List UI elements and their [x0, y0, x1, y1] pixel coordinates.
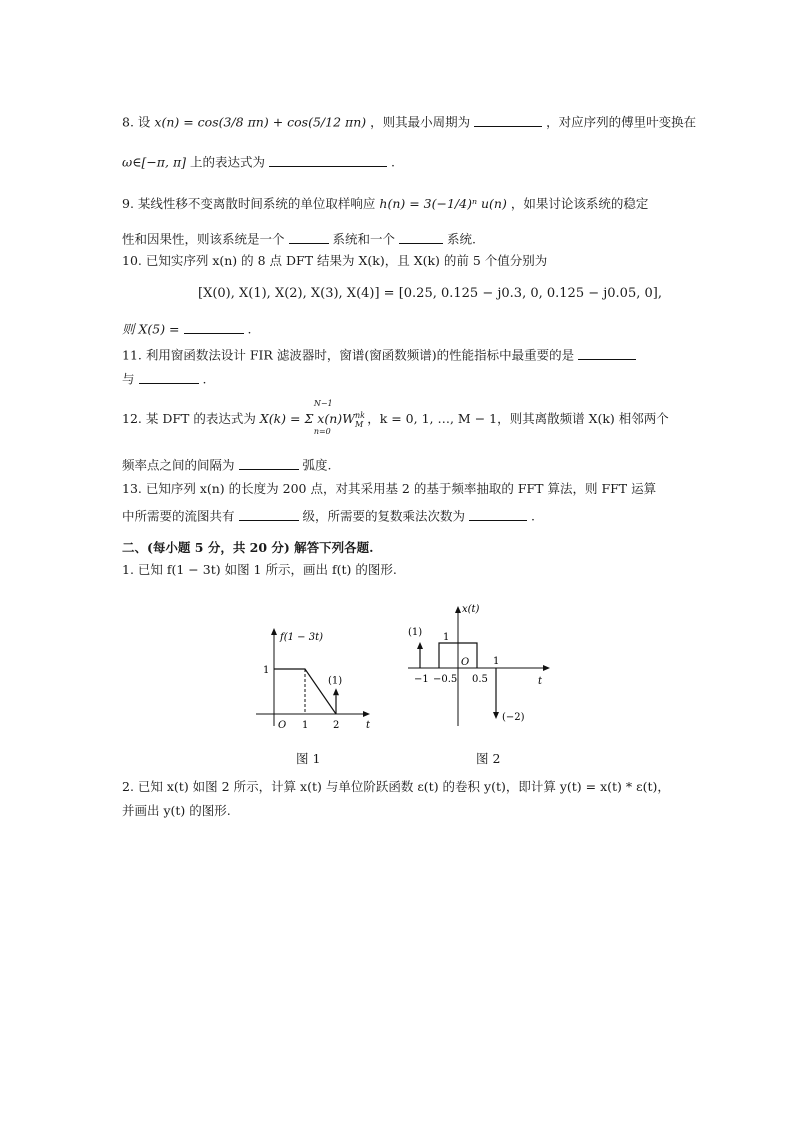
q11-blank-2[interactable] — [139, 370, 199, 384]
q12-sum-lower: n=0 — [313, 427, 331, 437]
q11-and: 与 — [122, 371, 135, 387]
q9-text-c: 系统. — [446, 231, 476, 247]
fig1-impulse-label: (1) — [328, 675, 343, 687]
q12-line1 — [122, 399, 669, 445]
q9-blank-2[interactable] — [399, 230, 443, 244]
q12-text-b: 弧度. — [302, 457, 332, 473]
q9-line1 — [122, 196, 648, 211]
q13-text-a: 中所需要的流图共有 — [122, 508, 235, 524]
figure-1-caption: 图 1 — [296, 751, 321, 766]
q13-stages-blank[interactable] — [239, 507, 299, 521]
q8-omega-range: ω∈[−π, π] — [122, 154, 187, 170]
q12-blank[interactable] — [239, 456, 299, 470]
q9-text-b: 系统和一个 — [332, 231, 395, 247]
q9-prefix: 9. 某线性移不变离散时间系统的单位取样响应 — [122, 196, 376, 211]
fig1-x-arrow — [363, 711, 370, 717]
q12-text-a: 频率点之间的间隔为 — [122, 457, 235, 473]
section2-problem2-line1: 2. 已知 x(t) 如图 2 所示，计算 x(t) 与单位阶跃函数 ε(t) 的卷积 y(t)，即计算 y(t) = x(t) * ε(t)， — [122, 779, 670, 794]
q8-prefix: 8. 设 — [122, 114, 151, 130]
q10-x5-blank[interactable] — [184, 320, 244, 334]
q9-text-a: 性和因果性，则该系统是一个 — [122, 231, 285, 247]
q8-line2 — [122, 153, 395, 170]
fig1-origin: O — [278, 720, 287, 730]
fig1-tick-1: 1 — [302, 720, 309, 730]
fig1-impulse-arrow — [333, 688, 339, 695]
q10-x5-label: 则 X(5) = — [122, 321, 180, 337]
fig1-tick-2: 2 — [333, 720, 340, 730]
q8-period-blank[interactable] — [474, 113, 542, 127]
q12-w-sup: nk — [355, 411, 365, 420]
q12-sum-upper: N−1 — [313, 399, 333, 409]
fig2-origin: O — [461, 657, 470, 668]
fig2-impulse-positive-arrow — [417, 642, 423, 649]
fig2-tick-1: 1 — [493, 656, 500, 667]
q12-line2 — [122, 456, 331, 473]
fig2-impulse-negative-arrow — [493, 712, 499, 719]
q12-prefix: 12. 某 DFT 的表达式为 — [122, 411, 256, 427]
q8-post-text: ，对应序列的傅里叶变换在 — [546, 114, 697, 130]
q13-mult-blank[interactable] — [469, 507, 527, 521]
figure-2-caption: 图 2 — [476, 751, 501, 766]
q9-line2 — [122, 230, 476, 247]
section2-title: 二、(每小题 5 分，共 20 分) 解答下列各题. — [122, 540, 374, 555]
q10-line1: 10. 已知实序列 x(n) 的 8 点 DFT 结果为 X(k)，且 X(k) 的前 5 个值分别为 — [122, 253, 548, 268]
fig2-y-arrow — [455, 606, 461, 613]
q13-text-b: 级，所需要的复数乘法次数为 — [302, 508, 465, 524]
q12-expression — [259, 399, 367, 437]
q10-equation: [X(0), X(1), X(2), X(3), X(4)] = [0.25, 0.125 − j0.3, 0, 0.125 − j0.05, 0], — [198, 286, 662, 301]
fig1-xlabel: t — [366, 720, 371, 730]
fig2-level-label: 1 — [443, 632, 450, 643]
q11-line2 — [122, 370, 206, 387]
fig2-tick-05: 0.5 — [472, 674, 488, 685]
q12-w-sub: M — [355, 419, 364, 429]
q10-line3 — [122, 320, 251, 337]
q12-expr-text: X(k) = Σ x(n)W — [259, 411, 355, 427]
figure-1 — [240, 620, 380, 730]
fig2-tick-minus05: −0.5 — [433, 674, 458, 685]
fig2-tick-minus1: −1 — [414, 674, 429, 685]
q11-blank-1[interactable] — [578, 346, 636, 360]
q8-period-end: . — [391, 154, 396, 170]
fig2-impulse-positive-label: (1) — [408, 627, 423, 638]
q10-period-end: . — [247, 321, 252, 337]
section2-problem2-line2: 并画出 y(t) 的图形. — [122, 803, 231, 818]
fig1-level-label: 1 — [263, 665, 270, 676]
q9-post-text: ，如果讨论该系统的稳定 — [510, 196, 649, 211]
q8-line1 — [122, 113, 696, 130]
q8-dtft-blank[interactable] — [269, 153, 387, 167]
q13-line2 — [122, 507, 535, 524]
q8-expr-text: 上的表达式为 — [190, 154, 266, 170]
q11-line1 — [122, 346, 636, 363]
section2-problem1: 1. 已知 f(1 − 3t) 如图 1 所示，画出 f(t) 的图形. — [122, 562, 397, 577]
fig1-ylabel: f(1 − 3t) — [280, 632, 323, 643]
q9-blank-1[interactable] — [289, 230, 329, 244]
fig2-xlabel: t — [538, 676, 543, 687]
fig2-impulse-negative-label: (−2) — [502, 712, 525, 723]
figure-2 — [400, 598, 560, 730]
fig2-ylabel: x(t) — [462, 604, 480, 615]
q8-mid-text: ，则其最小周期为 — [370, 114, 471, 130]
fig1-y-arrow — [271, 628, 277, 635]
q13-text-c: . — [530, 508, 535, 524]
q13-line1: 13. 已知序列 x(n) 的长度为 200 点，对其采用基 2 的基于频率抽取的 FFT 算法，则 FFT 运算 — [122, 481, 657, 496]
q11-period-end: . — [202, 371, 207, 387]
fig2-x-arrow — [543, 665, 550, 671]
q8-expression: x(n) = cos(3/8 πn) + cos(5/12 πn) — [154, 114, 367, 130]
q9-expression: h(n) = 3(−1/4)ⁿ u(n) — [379, 196, 507, 211]
q12-post-text: ，k = 0, 1, …, M − 1，则其离散频谱 X(k) 相邻两个 — [367, 411, 669, 427]
q11-text: 11. 利用窗函数法设计 FIR 滤波器时，窗谱(窗函数频谱)的性能指标中最重要的是 — [122, 347, 575, 363]
